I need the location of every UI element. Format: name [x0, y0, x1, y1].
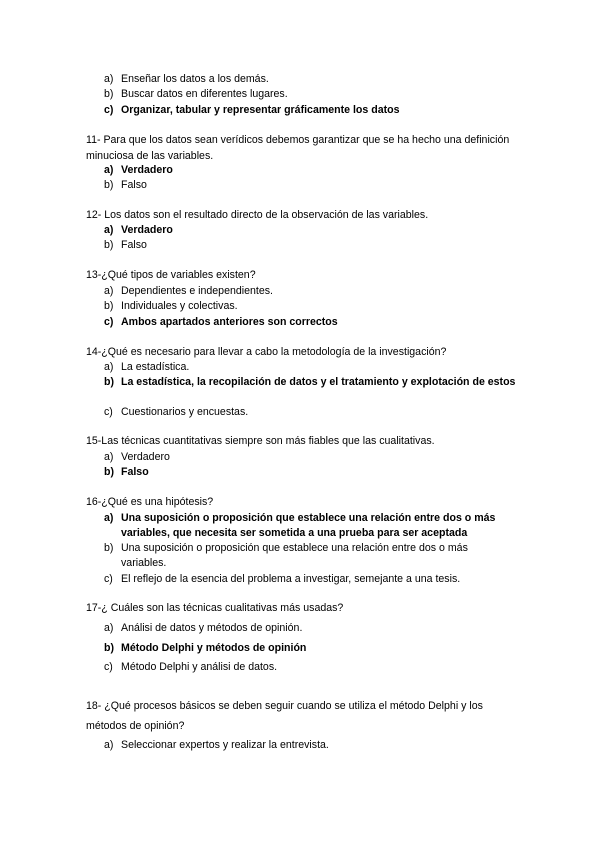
option-text: La estadística, la recopilación de datos y el tratamiento y explotación de estos	[121, 376, 516, 388]
option-text: Cuestionarios y encuestas.	[121, 406, 249, 418]
q11-option-a	[104, 163, 524, 178]
q12-option-a	[104, 223, 524, 238]
q14-option-a	[104, 360, 524, 375]
option-letter: a)	[104, 361, 114, 373]
q13-option-a	[104, 284, 524, 299]
question-18: 18- ¿Qué procesos básicos se deben seguir cuando se utiliza el método Delphi y los métodos de opinión?	[86, 700, 483, 732]
q12-option-b	[104, 238, 524, 253]
question-16: 16-¿Qué es una hipótesis?	[86, 496, 214, 508]
option-text: Verdadero	[121, 451, 170, 463]
question-14: 14-¿Qué es necesario para llevar a cabo la metodología de la investigación?	[86, 346, 447, 358]
q13-option-b	[104, 299, 524, 314]
option-text: Organizar, tabular y representar gráficamente los datos	[121, 104, 400, 116]
option-letter: b)	[104, 300, 114, 312]
question-12: 12- Los datos son el resultado directo de la observación de las variables.	[86, 209, 429, 221]
option-letter: a)	[104, 622, 114, 634]
option-letter: b)	[104, 376, 114, 388]
option-letter: a)	[104, 451, 114, 463]
option-letter: c)	[104, 661, 113, 673]
option-letter: c)	[104, 406, 113, 418]
option-letter: b)	[104, 239, 114, 251]
option-text: Enseñar los datos a los demás.	[121, 73, 269, 85]
option-text: Método Delphi y análisi de datos.	[121, 661, 278, 673]
q16-option-a	[104, 511, 516, 541]
option-text: Buscar datos en diferentes lugares.	[121, 88, 288, 100]
option-text: Análisi de datos y métodos de opinión.	[121, 622, 303, 634]
option-text: Verdadero	[121, 224, 173, 236]
option-letter: c)	[104, 104, 114, 116]
q17-option-a	[104, 621, 524, 636]
option-text: Dependientes e independientes.	[121, 285, 273, 297]
q17-option-c	[104, 660, 524, 675]
q13-option-c	[104, 315, 524, 330]
option-text: El reflejo de la esencia del problema a investigar, semejante a una tesis.	[121, 573, 461, 585]
prev-option-b	[104, 87, 524, 102]
option-text: Falso	[121, 239, 147, 251]
q17-option-b	[104, 641, 524, 656]
q18-option-a	[104, 738, 524, 753]
option-text: Método Delphi y métodos de opinión	[121, 642, 307, 654]
option-text: Ambos apartados anteriores son correctos	[121, 316, 338, 328]
q16-option-b	[104, 541, 504, 571]
q15-option-b	[104, 465, 524, 480]
option-letter: a)	[104, 224, 114, 236]
option-letter: b)	[104, 542, 114, 554]
option-text: Falso	[121, 466, 149, 478]
option-letter: a)	[104, 739, 114, 751]
option-text: Individuales y colectivas.	[121, 300, 238, 312]
prev-option-c	[104, 103, 524, 118]
q14-option-c	[104, 405, 524, 420]
q16-option-c	[104, 572, 524, 587]
option-letter: c)	[104, 316, 114, 328]
option-text: La estadística.	[121, 361, 190, 373]
option-letter: b)	[104, 466, 114, 478]
option-letter: c)	[104, 573, 113, 585]
option-text: Una suposición o proposición que establece una relación entre dos o más variables, que necesita ser sometida a una prueba para ser aceptada	[121, 512, 496, 540]
q11-option-b	[104, 178, 524, 193]
option-text: Seleccionar expertos y realizar la entrevista.	[121, 739, 329, 751]
option-letter: a)	[104, 164, 114, 176]
option-text: Una suposición o proposición que establece una relación entre dos o más variables.	[121, 542, 468, 570]
q14-option-b	[104, 375, 516, 390]
q15-option-a	[104, 450, 524, 465]
question-15: 15-Las técnicas cuantitativas siempre son más fiables que las cualitativas.	[86, 435, 435, 447]
option-letter: b)	[104, 179, 114, 191]
option-text: Falso	[121, 179, 147, 191]
option-letter: a)	[104, 512, 114, 524]
option-letter: a)	[104, 73, 114, 85]
question-11: 11- Para que los datos sean verídicos debemos garantizar que se ha hecho una definición minuciosa de las variables.	[86, 134, 510, 162]
option-letter: a)	[104, 285, 114, 297]
option-letter: b)	[104, 642, 114, 654]
prev-option-a	[104, 72, 524, 87]
option-letter: b)	[104, 88, 114, 100]
question-17: 17-¿ Cuáles son las técnicas cualitativas más usadas?	[86, 602, 344, 614]
question-13: 13-¿Qué tipos de variables existen?	[86, 269, 256, 281]
option-text: Verdadero	[121, 164, 173, 176]
